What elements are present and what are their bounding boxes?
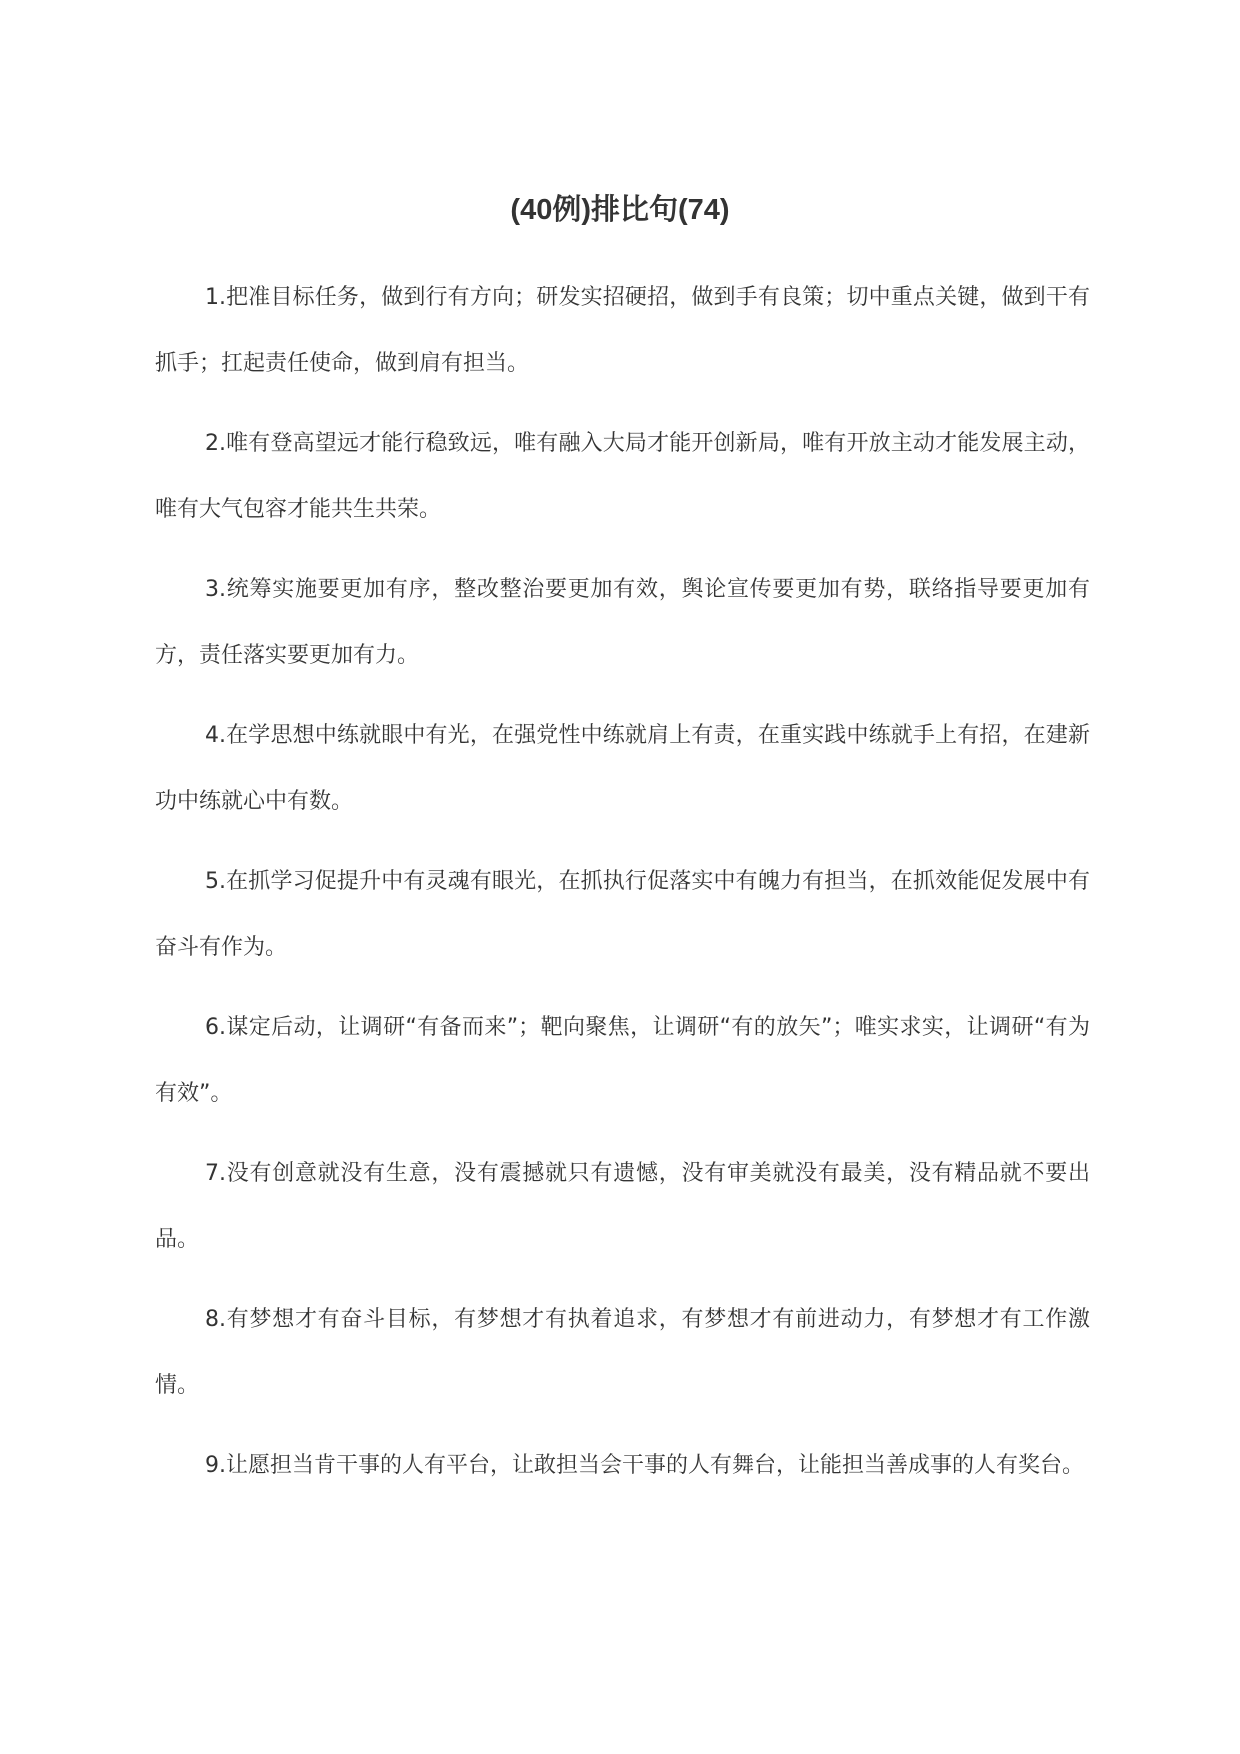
paragraph-3: 3.统筹实施要更加有序，整改整治要更加有效，舆论宣传要更加有势，联络指导要更加有方，责任落实要更加有力。: [155, 577, 1090, 668]
document-title: (40例)排比句(74): [510, 194, 730, 226]
paragraph-8: 8.有梦想才有奋斗目标，有梦想才有执着追求，有梦想才有前进动力，有梦想才有工作激情。: [155, 1307, 1090, 1398]
document-body: [155, 265, 1090, 1513]
paragraph-1: 1.把准目标任务，做到行有方向；研发实招硬招，做到手有良策；切中重点关键，做到干有抓手；扛起责任使命，做到肩有担当。: [155, 285, 1090, 376]
paragraph-7: 7.没有创意就没有生意，没有震撼就只有遗憾，没有审美就没有最美，没有精品就不要出品。: [155, 1161, 1090, 1252]
paragraph-9: 9.让愿担当肯干事的人有平台，让敢担当会干事的人有舞台，让能担当善成事的人有奖台。: [205, 1453, 1084, 1478]
paragraph-4: 4.在学思想中练就眼中有光，在强党性中练就肩上有责，在重实践中练就手上有招，在建新功中练就心中有数。: [155, 723, 1090, 814]
paragraph-2: 2.唯有登高望远才能行稳致远，唯有融入大局才能开创新局，唯有开放主动才能发展主动，唯有大气包容才能共生共荣。: [155, 431, 1090, 522]
paragraph-6: 6.谋定后动，让调研“有备而来”；靶向聚焦，让调研“有的放矢”；唯实求实，让调研“有为有效”。: [155, 1015, 1090, 1106]
paragraph-5: 5.在抓学习促提升中有灵魂有眼光，在抓执行促落实中有魄力有担当，在抓效能促发展中有奋斗有作为。: [155, 869, 1090, 960]
